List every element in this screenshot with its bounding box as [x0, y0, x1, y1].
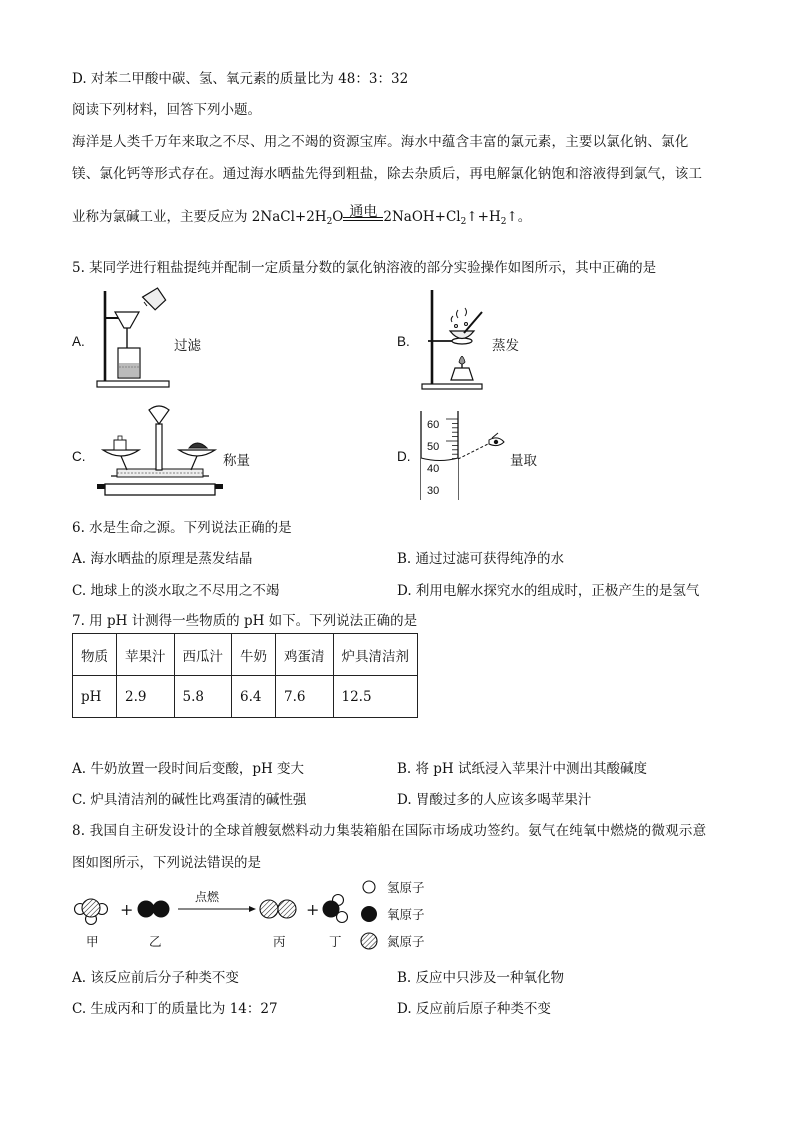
q7-option-d[interactable]: D. 胃酸过多的人应该多喝苹果汁 — [397, 792, 592, 808]
material-line-3: 业称为氯碱工业，主要反应为 $2NaCl+2H_2O$ 通电 $2NaOH+Cl_2↑+H_2↑$。 — [72, 204, 532, 227]
q8-stem-line-1: 8. 我国自主研发设计的全球首艘氨燃料动力集装箱船在国际市场成功签约。氨气在纯氧中燃烧的微观示意 — [72, 823, 707, 839]
plus-sign-2: + — [306, 900, 320, 919]
table-header-row — [73, 634, 418, 676]
material-line-2: 镁、氯化钙等形式存在。通过海水晒盐先得到粗盐，除去杂质后，再电解氯化钠饱和溶液得到氯气，该工 — [72, 166, 703, 182]
table-header-cell: 鸡蛋清 — [276, 634, 334, 676]
q5-option-a-letter[interactable]: A. — [72, 334, 85, 349]
q5-option-c-letter[interactable]: C. — [72, 449, 86, 464]
q8-option-d[interactable]: D. 反应前后原子种类不变 — [397, 1001, 551, 1017]
q5-option-b-label: 蒸发 — [492, 338, 519, 354]
plus-sign-1: + — [120, 900, 134, 919]
molecule-jia — [75, 899, 108, 925]
table-header-cell: 牛奶 — [232, 634, 276, 676]
hydrogen-atom-icon — [363, 881, 375, 893]
label-yi: 乙 — [149, 934, 162, 949]
legend-hydrogen: 氢原子 — [387, 880, 425, 895]
q8-option-a[interactable]: A. 该反应前后分子种类不变 — [72, 970, 239, 986]
q7-option-c[interactable]: C. 炉具清洁剂的碱性比鸡蛋清的碱性强 — [72, 792, 307, 808]
table-header-cell: 西瓜汁 — [174, 634, 232, 676]
balance-scale-image — [97, 404, 223, 500]
q8-option-c[interactable]: C. 生成丙和丁的质量比为 14：27 — [72, 1001, 278, 1017]
q8-option-b[interactable]: B. 反应中只涉及一种氧化物 — [397, 970, 565, 986]
molecule-yi — [138, 901, 170, 918]
reaction-diagram — [72, 880, 372, 930]
table-header-cell: 炉具清洁剂 — [333, 634, 418, 676]
cylinder-tick-40: 40 — [427, 463, 440, 475]
q5-option-d-label: 量取 — [510, 453, 537, 469]
table-cell: pH — [73, 676, 117, 718]
legend-oxygen: 氧原子 — [387, 907, 425, 922]
q7-option-a[interactable]: A. 牛奶放置一段时间后变酸，pH 变大 — [72, 761, 305, 777]
label-ding: 丁 — [329, 934, 342, 949]
table-cell: 7.6 — [276, 676, 334, 718]
cylinder-tick-60: 60 — [427, 419, 440, 431]
q5-option-a-label: 过滤 — [174, 338, 201, 354]
reading-instruction: 阅读下列材料，回答下列小题。 — [72, 102, 261, 118]
table-row — [73, 676, 418, 718]
molecule-bing — [260, 900, 296, 918]
q6-stem: 6. 水是生命之源。下列说法正确的是 — [72, 520, 292, 536]
molecule-ding — [323, 895, 348, 923]
q6-option-d[interactable]: D. 利用电解水探究水的组成时，正极产生的是氢气 — [397, 583, 700, 599]
q5-stem: 5. 某同学进行粗盐提纯并配制一定质量分数的氯化钠溶液的部分实验操作如图所示，其中正确的是 — [72, 260, 657, 276]
table-cell: 6.4 — [232, 676, 276, 718]
q5-option-b-letter[interactable]: B. — [397, 334, 410, 349]
q5-option-c-label: 称量 — [223, 453, 250, 469]
nitrogen-atom-icon — [361, 933, 377, 949]
table-cell: 2.9 — [117, 676, 175, 718]
evaporation-apparatus-image — [418, 288, 498, 392]
q4-option-d: D. 对苯二甲酸中碳、氢、氧元素的质量比为 48：3：32 — [72, 71, 409, 87]
legend-symbols — [360, 878, 382, 950]
q7-stem: 7. 用 pH 计测得一些物质的 pH 如下。下列说法正确的是 — [72, 613, 418, 629]
oxygen-atom-icon — [361, 906, 377, 922]
table-cell: 5.8 — [174, 676, 232, 718]
q6-option-a[interactable]: A. 海水晒盐的原理是蒸发结晶 — [72, 551, 253, 567]
label-jia: 甲 — [86, 934, 99, 949]
q8-stem-line-2: 图如图所示，下列说法错误的是 — [72, 855, 261, 871]
legend-nitrogen: 氮原子 — [387, 934, 425, 949]
q7-option-b[interactable]: B. 将 pH 试纸浸入苹果汁中测出其酸碱度 — [397, 761, 648, 777]
q6-option-c[interactable]: C. 地球上的淡水取之不尽用之不竭 — [72, 583, 280, 599]
table-header-cell: 物质 — [73, 634, 117, 676]
label-bing: 丙 — [273, 934, 286, 949]
cylinder-tick-30: 30 — [427, 485, 440, 497]
table-cell: 12.5 — [333, 676, 418, 718]
cylinder-tick-50: 50 — [427, 441, 440, 453]
material-line-1: 海洋是人类千万年来取之不尽、用之不竭的资源宝库。海水中蕴含丰富的氯元素，主要以氯化钠、氯化 — [72, 134, 689, 150]
ph-table — [72, 633, 418, 718]
q6-option-b[interactable]: B. 通过过滤可获得纯净的水 — [397, 551, 565, 567]
filtration-apparatus-image — [95, 288, 175, 390]
reaction-condition-ignite: 点燃 — [195, 890, 220, 904]
q5-option-d-letter[interactable]: D. — [397, 449, 411, 464]
table-header-cell: 苹果汁 — [117, 634, 175, 676]
reaction-condition: 通电 — [343, 219, 383, 221]
